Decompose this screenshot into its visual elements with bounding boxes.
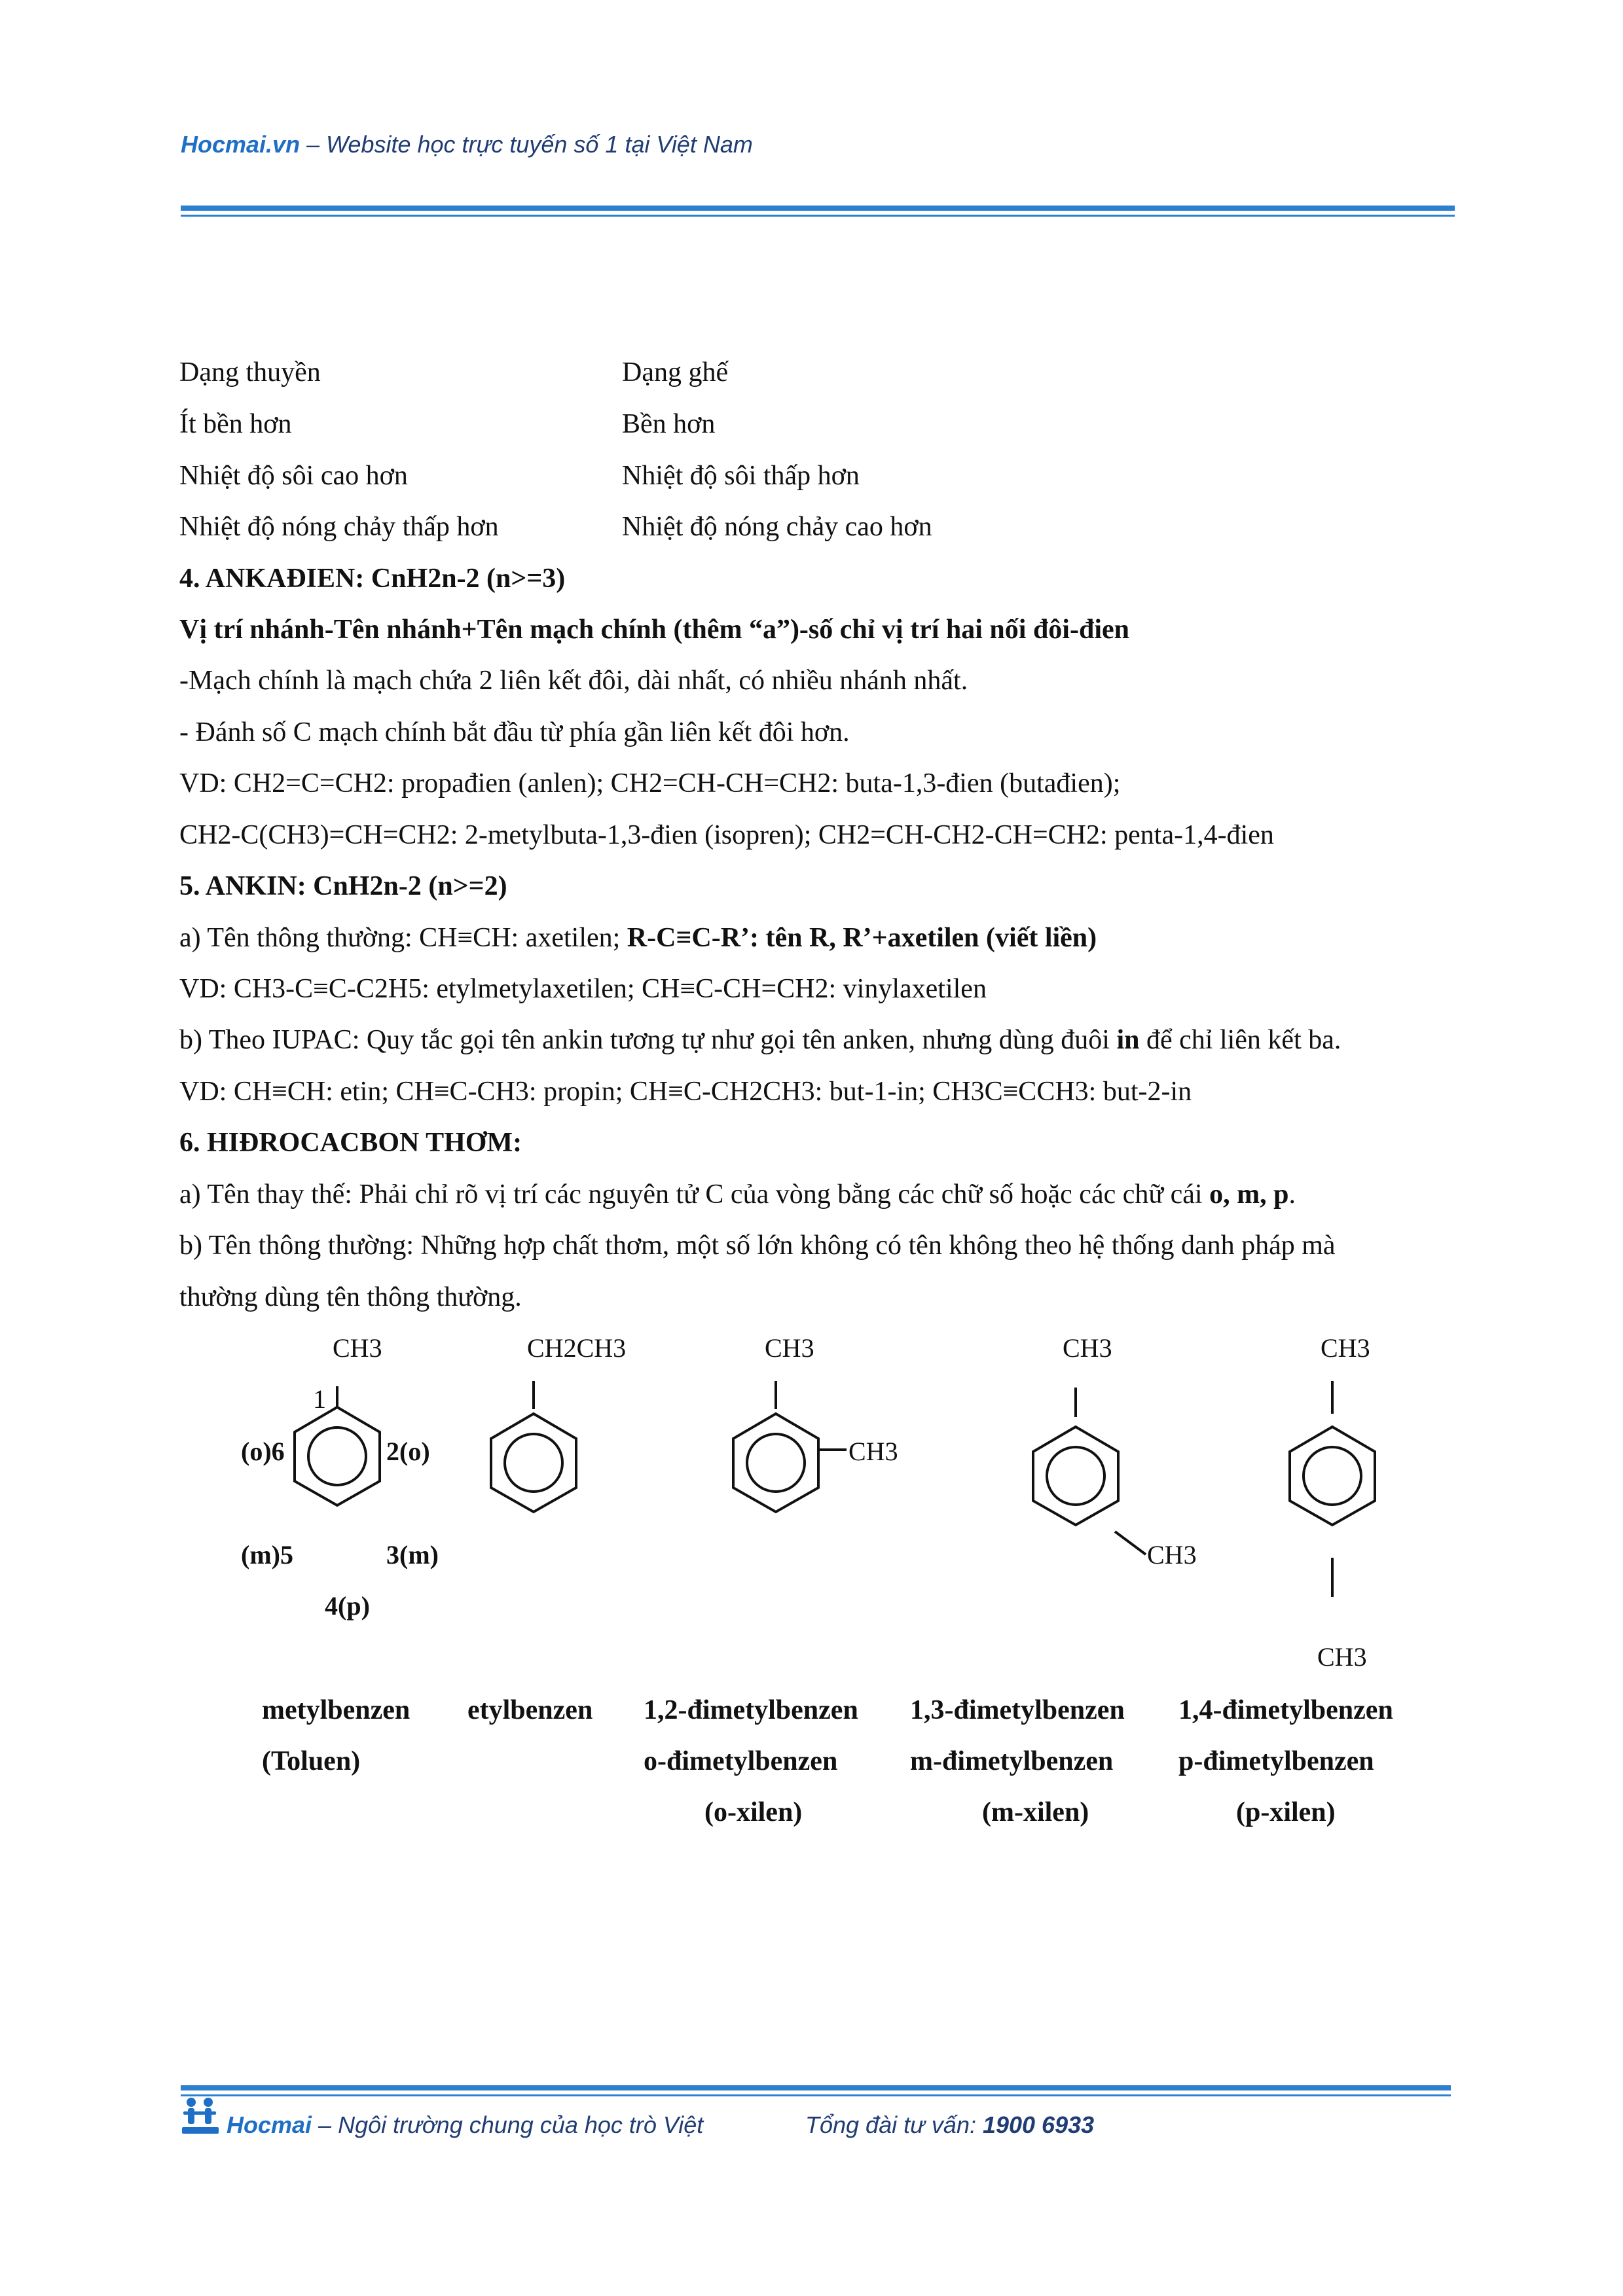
- toluene-pos-3: 3(m): [386, 1540, 439, 1570]
- toluene-pos-6: (o)6: [241, 1437, 285, 1466]
- ankin-a-text: a) Tên thông thường: CH≡CH: axetilen;: [179, 923, 627, 953]
- ankadien-note-2: - Đánh số C mạch chính bắt đầu từ phía gần liên kết đôi hơn.: [179, 717, 850, 747]
- toluene-aromatic-circle: [308, 1427, 366, 1485]
- ankin-common-example: VD: CH3-C≡C-C2H5: etylmetylaxetilen; CH≡C-CH=CH2: vinylaxetilen: [179, 974, 987, 1004]
- footer-hotline-label: Tổng đài tư vấn:: [805, 2111, 983, 2138]
- ortho-common-name: (o-xilen): [704, 1797, 803, 1827]
- ankadien-rule: Vị trí nhánh-Tên nhánh+Tên mạch chính (thêm “a”)-số chỉ vị trí hai nối đôi-đien: [179, 615, 1129, 645]
- ankadien-example-1: VD: CH2=C=CH2: propađien (anlen); CH2=CH-CH=CH2: buta-1,3-đien (butađien);: [179, 768, 1121, 798]
- aromatic-a-letters: o, m, p: [1209, 1179, 1289, 1210]
- compare-left-2: Ít bền hơn: [179, 409, 292, 439]
- compare-left-4: Nhiệt độ nóng chảy thấp hơn: [179, 512, 499, 542]
- meta-common-name: (m-xilen): [982, 1797, 1089, 1827]
- ortho-name: 1,2-đimetylbenzen: [644, 1695, 858, 1725]
- footer-rule: [181, 2085, 1451, 2090]
- aromatic-a-text: a) Tên thay thế: Phải chỉ rõ vị trí các nguyên tử C của vòng bằng các chữ số hoặc các chữ cái: [179, 1179, 1210, 1210]
- para-name: 1,4-đimetylbenzen: [1178, 1695, 1393, 1725]
- meta-alt-name: m-đimetylbenzen: [910, 1746, 1114, 1776]
- para-substituent-1: CH3: [1321, 1333, 1370, 1363]
- compare-left-3: Nhiệt độ sôi cao hơn: [179, 461, 408, 491]
- footer-hotline-number[interactable]: 1900 6933: [982, 2111, 1095, 2138]
- ortho-substituent-2: CH3: [848, 1437, 898, 1466]
- ankin-iupac-example: VD: CH≡CH: etin; CH≡C-CH3: propin; CH≡C-CH2CH3: but-1-in; CH3C≡CCH3: but-2-in: [179, 1077, 1192, 1107]
- ortho-substituent-1: CH3: [765, 1333, 814, 1363]
- toluene-name: metylbenzen: [262, 1695, 410, 1725]
- footer-slogan-text: – Ngôi trường chung của học trò Việt: [312, 2111, 704, 2138]
- toluene-pos-2: 2(o): [386, 1437, 430, 1466]
- para-aromatic-circle: [1304, 1447, 1361, 1505]
- ankin-a-rule: R-C≡C-R’: tên R, R’+axetilen (viết liền): [627, 923, 1097, 953]
- aromatic-common-line-2: thường dùng tên thông thường.: [179, 1282, 522, 1312]
- ortho-aromatic-circle: [747, 1434, 805, 1492]
- section-heading-ankadien: 4. ANKAĐIEN: CnH2n-2 (n>=3): [179, 564, 566, 594]
- compare-right-4: Nhiệt độ nóng chảy cao hơn: [622, 512, 932, 542]
- ethyl-aromatic-circle: [505, 1434, 562, 1492]
- para-alt-name: p-đimetylbenzen: [1178, 1746, 1374, 1776]
- ankadien-example-2: CH2-C(CH3)=CH=CH2: 2-metylbuta-1,3-đien (isopren); CH2=CH-CH2-CH=CH2: penta-1,4-đien: [179, 820, 1274, 850]
- para-substituent-2: CH3: [1317, 1642, 1367, 1672]
- footer-hotline: [805, 2111, 1094, 2139]
- ankadien-note-1: -Mạch chính là mạch chứa 2 liên kết đôi, dài nhất, có nhiều nhánh nhất.: [179, 666, 968, 696]
- compare-left-1: Dạng thuyền: [179, 357, 321, 387]
- footer-slogan: [227, 2111, 703, 2139]
- footer-rule-thin: [181, 2094, 1451, 2096]
- toluene-pos-5: (m)5: [241, 1540, 293, 1570]
- compare-right-3: Nhiệt độ sôi thấp hơn: [622, 461, 860, 491]
- ethyl-substituent: CH2CH3: [527, 1333, 627, 1363]
- aromatic-common-line-1: b) Tên thông thường: Những hợp chất thơm, một số lớn không có tên không theo hệ thống danh pháp mà: [179, 1230, 1336, 1261]
- ankin-b-suffix: in: [1116, 1025, 1140, 1055]
- compare-right-2: Bền hơn: [622, 409, 716, 439]
- ortho-alt-name: o-đimetylbenzen: [644, 1746, 838, 1776]
- meta-aromatic-circle: [1047, 1447, 1104, 1505]
- footer-brand[interactable]: Hocmai: [227, 2111, 312, 2138]
- meta-substituent-1: CH3: [1063, 1333, 1112, 1363]
- header-tagline: – Website học trực tuyến số 1 tại Việt Nam: [300, 131, 753, 158]
- ankin-b-text: b) Theo IUPAC: Quy tắc gọi tên ankin tương tự như gọi tên anken, nhưng dùng đuôi: [179, 1025, 1117, 1055]
- hocmai-logo-icon: [181, 2096, 220, 2136]
- toluene-pos-4: 4(p): [325, 1591, 370, 1621]
- section-heading-aromatic: 6. HIĐROCACBON THƠM:: [179, 1128, 522, 1158]
- toluene-pos-1: 1: [313, 1384, 326, 1414]
- toluene-common-name: (Toluen): [262, 1746, 361, 1776]
- para-common-name: (p-xilen): [1236, 1797, 1336, 1827]
- meta-name: 1,3-đimetylbenzen: [910, 1695, 1125, 1725]
- aromatic-a-end: .: [1288, 1179, 1296, 1210]
- toluene-substituent: CH3: [333, 1333, 382, 1363]
- ankin-b-end: để chỉ liên kết ba.: [1139, 1025, 1341, 1055]
- header-brand[interactable]: Hocmai.vn: [181, 131, 301, 158]
- meta-bond-2: [1115, 1532, 1146, 1554]
- meta-substituent-2: CH3: [1147, 1540, 1197, 1570]
- section-heading-ankin: 5. ANKIN: CnH2n-2 (n>=2): [179, 871, 507, 901]
- ethyl-name: etylbenzen: [467, 1695, 593, 1725]
- compare-right-1: Dạng ghế: [622, 357, 729, 387]
